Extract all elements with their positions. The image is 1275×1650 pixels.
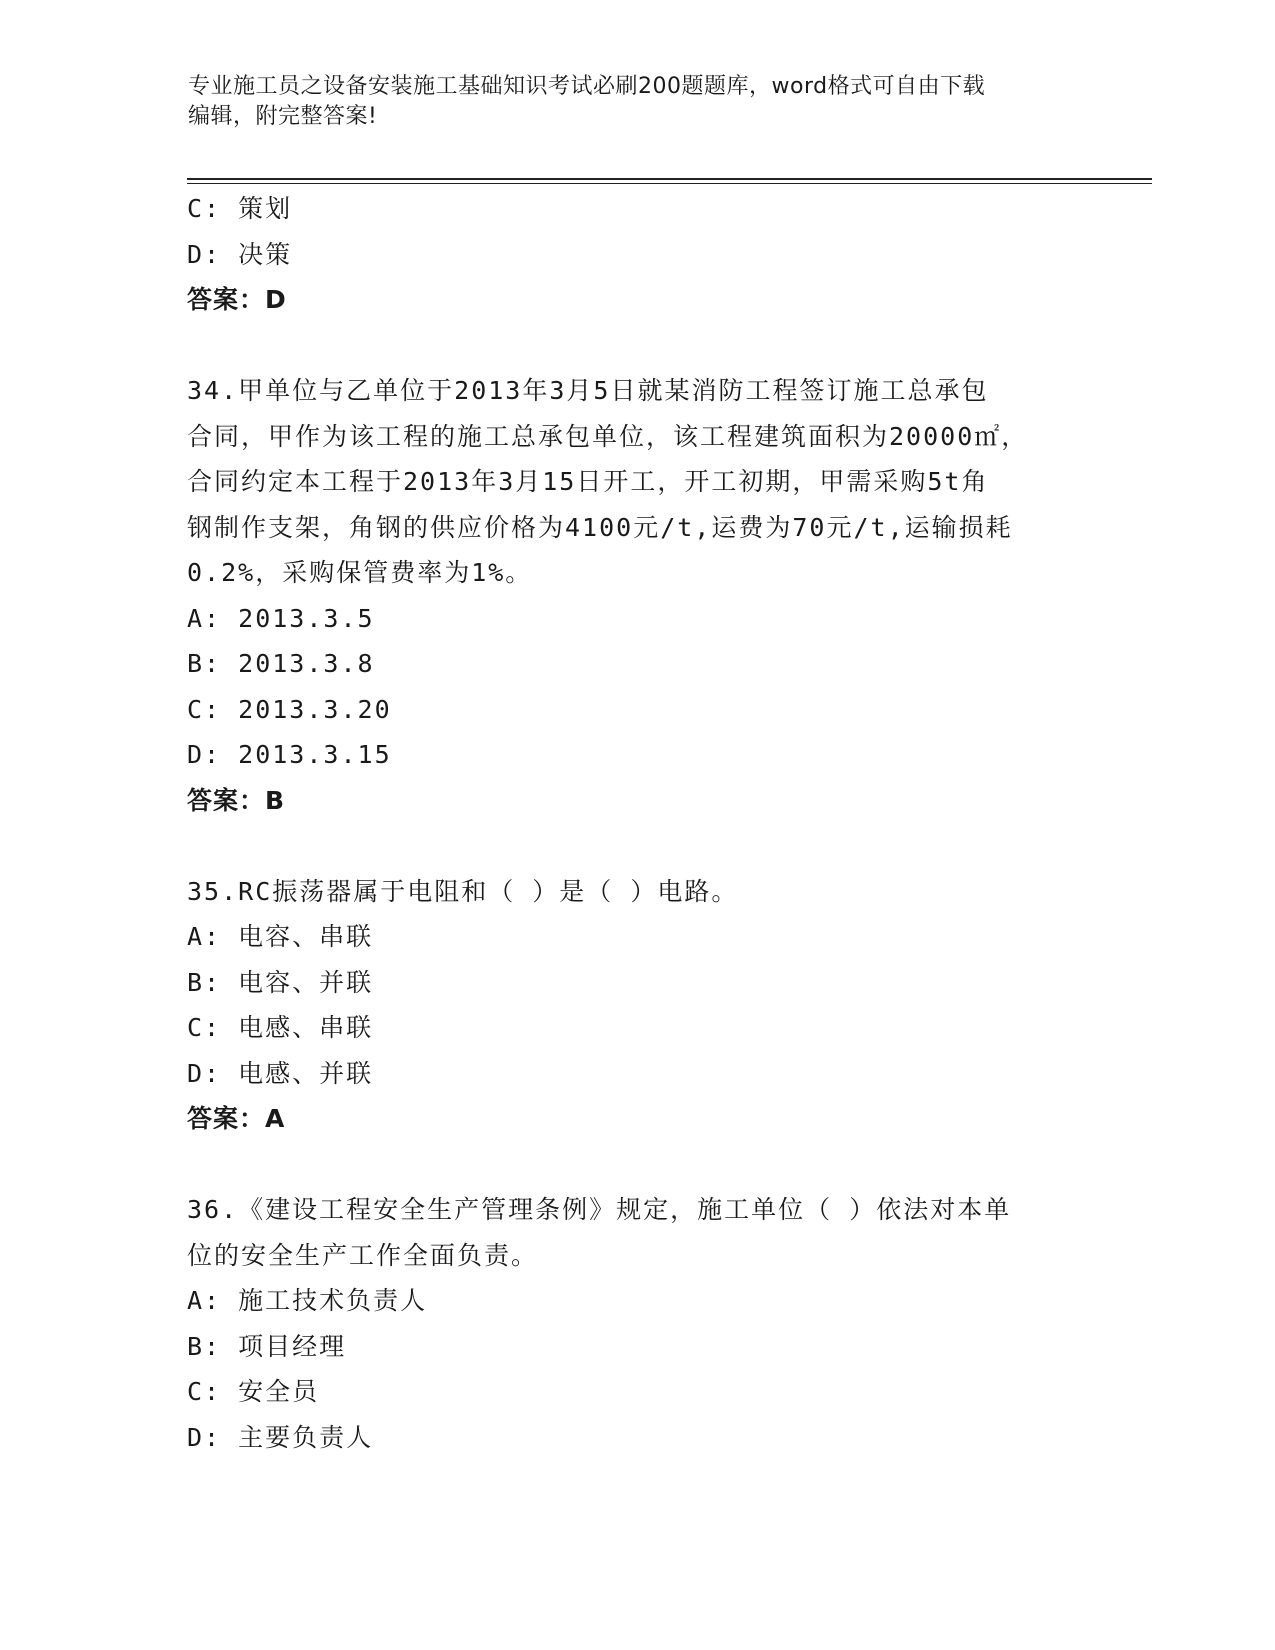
option-b: B: 电容、并联 — [187, 967, 374, 997]
spacer — [187, 1142, 1067, 1188]
question-33-tail — [187, 186, 1067, 323]
option-c: C: 安全员 — [187, 1377, 320, 1406]
question-text-line: 合同，甲作为该工程的施工总承包单位，该工程建筑面积为20000㎡， — [187, 421, 1029, 451]
document-body — [187, 186, 1067, 1460]
question-text-line: 钢制作支架，角钢的供应价格为4100元/t,运费为70元/t,运输损耗 — [187, 512, 1013, 542]
option-c: C: 2013.3.20 — [187, 694, 392, 724]
option-b: B: 2013.3.8 — [187, 649, 375, 678]
question-text-line: 35.RC振荡器属于电阻和（ ）是（ ）电路。 — [187, 876, 739, 906]
question-text-line: 合同约定本工程于2013年3月15日开工，开工初期，甲需采购5t角 — [187, 467, 989, 496]
question-34 — [187, 368, 1067, 823]
question-36 — [187, 1187, 1067, 1460]
question-text-line: 位的安全生产工作全面负责。 — [187, 1240, 539, 1270]
answer-line: 答案：D — [187, 285, 287, 314]
question-text-line: 36.《建设工程安全生产管理条例》规定，施工单位（ ）依法对本单 — [187, 1195, 1012, 1224]
option-d: D: 2013.3.15 — [187, 740, 392, 769]
header-divider-thin — [187, 183, 1152, 184]
option-a: A: 电容、串联 — [187, 922, 374, 951]
page-header — [188, 72, 1088, 132]
answer-line: 答案：B — [187, 785, 286, 815]
spacer — [187, 323, 1067, 369]
question-35 — [187, 869, 1067, 1142]
option-a: A: 施工技术负责人 — [187, 1286, 428, 1315]
header-title-line1: 专业施工员之设备安装施工基础知识考试必刷200题题库，word格式可自由下载 — [188, 74, 986, 99]
option-a: A: 2013.3.5 — [187, 603, 375, 633]
answer-line: 答案：A — [187, 1104, 286, 1133]
option-d: D: 电感、并联 — [187, 1058, 374, 1088]
header-title-line2: 编辑，附完整答案! — [188, 104, 378, 129]
option-c: C: 策划 — [187, 194, 293, 223]
question-text-line: 0.2%，采购保管费率为1%。 — [187, 558, 533, 587]
question-text-line: 34.甲单位与乙单位于2013年3月5日就某消防工程签订施工总承包 — [187, 376, 989, 405]
header-divider-thick — [187, 178, 1152, 180]
option-d: D: 决策 — [187, 239, 293, 269]
option-b: B: 项目经理 — [187, 1331, 347, 1361]
option-c: C: 电感、串联 — [187, 1013, 374, 1042]
option-d: D: 主要负责人 — [187, 1422, 374, 1452]
spacer — [187, 823, 1067, 869]
